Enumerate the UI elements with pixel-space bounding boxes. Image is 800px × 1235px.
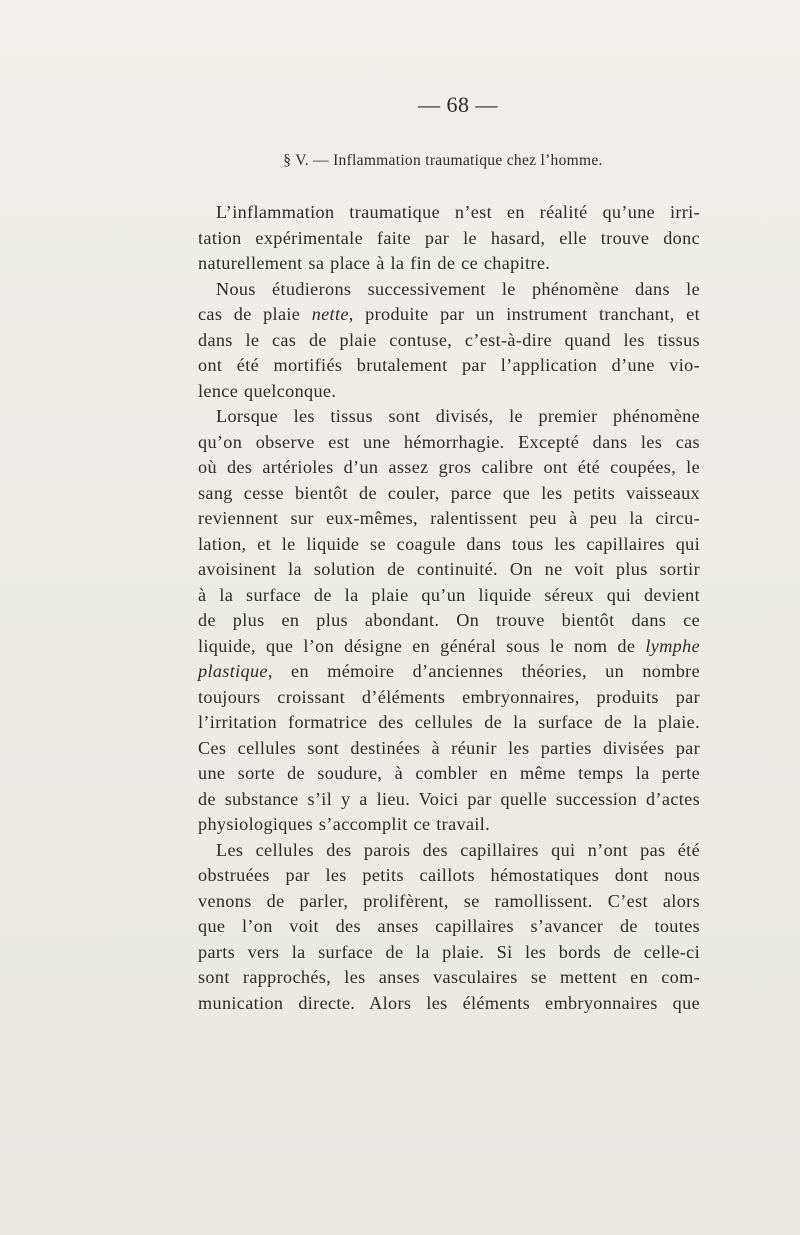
text-line: venons de parler, prolifèrent, se ramollissent. C’est alors [198, 890, 700, 911]
italic-term: nette [311, 304, 349, 324]
text-line: l’irritation formatrice des cellules de la surface de la plaie. [198, 712, 700, 732]
text-line: de substance s’il y a lieu. Voici par quelle succession d’actes [198, 788, 700, 809]
text-line: lence quelconque. [198, 380, 337, 401]
text-line: liquide, que l’on désigne en général sous le nom de lymphe [198, 635, 700, 656]
paragraph [198, 277, 700, 405]
text-line: plastique, en mémoire d’anciennes théories, un nombre [198, 661, 700, 681]
text-line: à la surface de la plaie qu’un liquide séreux qui devient [198, 584, 700, 605]
text-line: une sorte de soudure, à combler en même temps la perte [198, 763, 700, 783]
text-line: munication directe. Alors les éléments embryonnaires que [198, 992, 700, 1013]
paragraph [198, 838, 700, 1017]
text-line: que l’on voit des anses capillaires s’avancer de toutes [198, 916, 700, 936]
text-line: Les cellules des parois des capillaires qui n’ont pas été [216, 839, 700, 860]
text-line: de plus en plus abondant. On trouve bientôt dans ce [198, 610, 700, 630]
page-number: — 68 — [418, 92, 498, 117]
text-line: toujours croissant d’éléments embryonnaires, produits par [198, 686, 700, 707]
text-line: où des artérioles d’un assez gros calibre ont été coupées, le [198, 457, 700, 477]
text-line: L’inflammation traumatique n’est en réalité qu’une irri- [216, 202, 700, 222]
body-text [198, 200, 700, 1016]
section-title: — Inflammation traumatique chez l’homme. [313, 152, 603, 169]
text-line: qu’on observe est une hémorrhagie. Excepté dans les cas [198, 431, 700, 452]
text-line: Nous étudierons successivement le phénomène dans le [216, 278, 700, 299]
paragraph [198, 200, 700, 277]
text-line: tation expérimentale faite par le hasard, elle trouve donc [198, 227, 700, 248]
text-line: avoisinent la solution de continuité. On ne voit plus sortir [198, 559, 700, 579]
text-line: parts vers la surface de la plaie. Si les bords de celle-ci [198, 941, 700, 962]
text-line: lation, et le liquide se coagule dans tous les capillaires qui [198, 533, 700, 554]
italic-term: lymphe [645, 635, 700, 656]
text-line: physiologiques s’accomplit ce travail. [198, 814, 491, 834]
italic-term: plastique [198, 661, 268, 681]
text-line: Ces cellules sont destinées à réunir les parties divisées par [198, 737, 700, 758]
text-line: sont rapprochés, les anses vasculaires se mettent en com- [198, 967, 700, 987]
section-heading [0, 152, 800, 170]
text-line: reviennent sur eux-mêmes, ralentissent peu à peu la circu- [198, 508, 700, 528]
text-line: dans le cas de plaie contuse, c’est-à-dire quand les tissus [198, 329, 700, 350]
paragraph [198, 404, 700, 838]
text-line: cas de plaie nette, produite par un instrument tranchant, et [198, 304, 700, 324]
text-line: sang cesse bientôt de couler, parce que les petits vaisseaux [198, 482, 700, 503]
text-line: Lorsque les tissus sont divisés, le premier phénomène [216, 406, 700, 426]
text-line: obstruées par les petits caillots hémostatiques dont nous [198, 865, 700, 885]
text-line: ont été mortifiés brutalement par l’application d’une vio- [198, 355, 700, 375]
section-marker: § V. [283, 152, 309, 169]
text-line: naturellement sa place à la fin de ce chapitre. [198, 253, 551, 273]
